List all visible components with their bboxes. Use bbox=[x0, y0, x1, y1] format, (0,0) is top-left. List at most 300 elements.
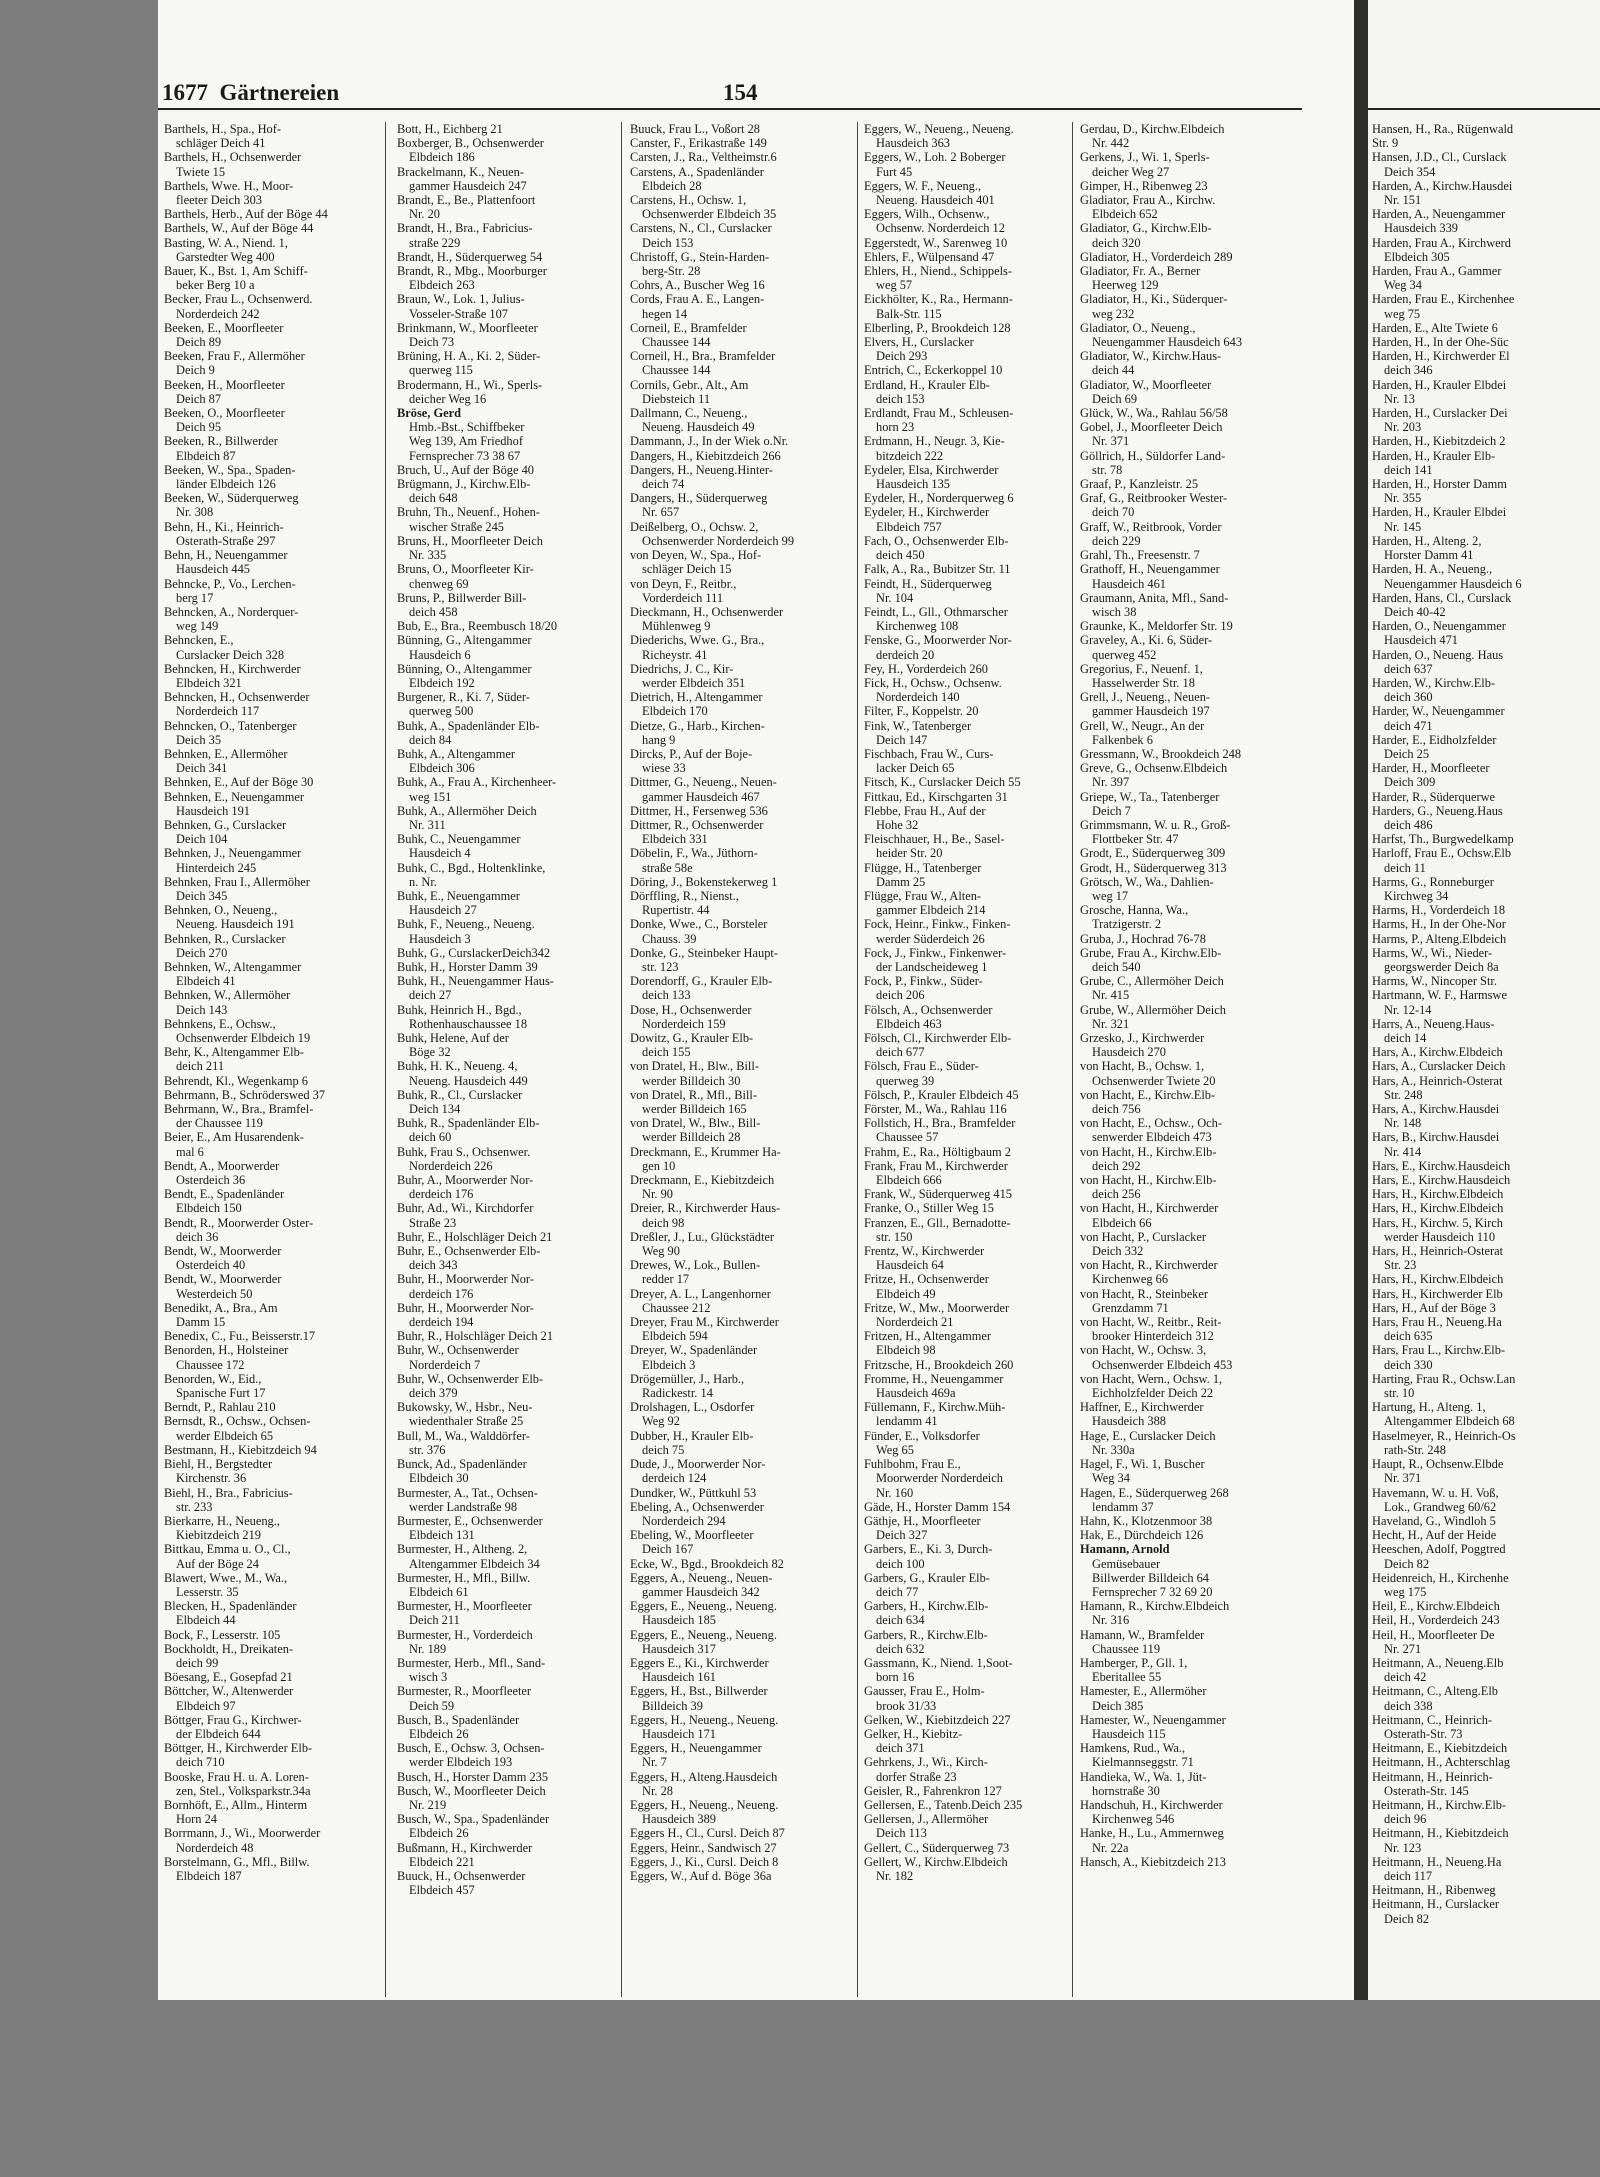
directory-entry-line: Garbers, R., Kirchw.Elb- bbox=[864, 1627, 988, 1642]
directory-entry-line: Hausdeich 4 bbox=[409, 846, 471, 861]
directory-entry-line: Nr. 271 bbox=[1384, 1641, 1422, 1656]
directory-entry-line: Böge 32 bbox=[409, 1045, 451, 1060]
directory-entry-line: Hohe 32 bbox=[876, 817, 919, 832]
directory-entry-line: Tratzigerstr. 2 bbox=[1092, 917, 1162, 932]
directory-entry-line: Hausdeich 191 bbox=[176, 803, 250, 818]
directory-entry-line: Hasselwerder Str. 18 bbox=[1092, 675, 1195, 690]
directory-entry-line: deich 371 bbox=[876, 1741, 925, 1756]
directory-entry-line: Eickhölter, K., Ra., Hermann- bbox=[864, 292, 1013, 307]
directory-entry-line: Buhk, R., Cl., Curslacker bbox=[397, 1087, 523, 1102]
directory-entry-line: Deich 153 bbox=[642, 235, 694, 250]
directory-entry-line: brooker Hinterdeich 312 bbox=[1092, 1329, 1214, 1344]
directory-entry-line: Elbdeich 187 bbox=[176, 1868, 242, 1883]
directory-entry-line: Elbdeich 757 bbox=[876, 519, 942, 534]
directory-entry-line: Filter, F., Koppelstr. 20 bbox=[864, 704, 979, 719]
directory-entry-line: Brackelmann, K., Neuen- bbox=[397, 164, 524, 179]
directory-entry-line: Bröse, Gerd bbox=[397, 406, 462, 421]
directory-entry-line: deich 677 bbox=[876, 1045, 925, 1060]
directory-entry-line: Hamkens, Rud., Wa., bbox=[1080, 1741, 1186, 1756]
directory-entry-line: Kielmannseggstr. 71 bbox=[1092, 1755, 1194, 1770]
directory-entry-line: Förster, M., Wa., Rahlau 116 bbox=[864, 1102, 1007, 1117]
directory-entry-line: wischer Straße 245 bbox=[409, 519, 504, 534]
directory-entry-line: deich 637 bbox=[1384, 661, 1433, 676]
directory-entry-line: Weg 34 bbox=[1384, 278, 1422, 293]
directory-entry-line: Ehlers, F., Wülpensand 47 bbox=[864, 249, 995, 264]
directory-entry-line: Dundker, W., Püttkuhl 53 bbox=[630, 1485, 757, 1500]
directory-entry-line: Gemüsebauer bbox=[1092, 1556, 1161, 1571]
directory-entry-line: Hansen, H., Ra., Rügenwald bbox=[1372, 122, 1514, 136]
directory-entry-line: Handschuh, H., Kirchwerder bbox=[1080, 1797, 1223, 1812]
directory-entry-line: Carstens, A., Spadenländer bbox=[630, 164, 764, 179]
directory-entry-line: weg 57 bbox=[876, 278, 913, 293]
directory-entry-line: Norderdeich 21 bbox=[876, 1315, 954, 1330]
directory-entry-line: Eggers, H., Neueng., Neueng. bbox=[630, 1797, 779, 1812]
directory-entry-line: Berndt, P., Rahlau 210 bbox=[164, 1400, 276, 1415]
directory-entry-line: Nr. 657 bbox=[642, 505, 680, 520]
directory-entry-line: Benedikt, A., Bra., Am bbox=[164, 1300, 278, 1315]
directory-entry-line: Hars, E., Kirchw.Hausdeich bbox=[1372, 1173, 1511, 1188]
directory-entry-line: Dreckmann, E., Krummer Ha- bbox=[630, 1144, 781, 1159]
directory-entry-line: querweg 452 bbox=[1092, 647, 1157, 662]
directory-entry-line: Rupertistr. 44 bbox=[642, 903, 710, 918]
header-rule bbox=[158, 108, 1302, 110]
directory-entry-line: Osterath-Straße 297 bbox=[176, 533, 276, 548]
directory-entry-line: Gladiator, Fr. A., Berner bbox=[1080, 264, 1201, 279]
directory-entry-line: Dubber, H., Krauler Elb- bbox=[630, 1428, 754, 1443]
directory-entry-line: Buhk, A., Altengammer bbox=[397, 746, 516, 761]
directory-entry-line: Harms, W., Wi., Nieder- bbox=[1372, 945, 1493, 960]
directory-entry-line: Eggers, J., Ki., Cursl. Deich 8 bbox=[630, 1854, 779, 1869]
directory-entry-line: Hecht, H., Auf der Heide bbox=[1372, 1528, 1497, 1543]
directory-entry-line: Buuck, Frau L., Voßort 28 bbox=[630, 122, 760, 136]
directory-entry-line: Glück, W., Wa., Rahlau 56/58 bbox=[1080, 406, 1228, 421]
directory-entry-line: Graff, W., Reitbrook, Vorder bbox=[1080, 519, 1222, 534]
directory-entry-line: Elbdeich 666 bbox=[876, 1173, 942, 1188]
directory-entry-line: Behnken, R., Curslacker bbox=[164, 931, 286, 946]
directory-entry-line: Barthels, Wwe. H., Moor- bbox=[164, 178, 294, 193]
directory-entry-line: Hars, Frau H., Neueng.Ha bbox=[1372, 1315, 1502, 1330]
directory-entry-line: Diedrichs, J. C., Kir- bbox=[630, 661, 734, 676]
directory-entry-line: Hars, H., Kirchw.Elbdeich bbox=[1372, 1187, 1504, 1202]
directory-entry-line: Hahn, K., Klotzenmoor 38 bbox=[1080, 1513, 1213, 1528]
directory-entry-line: gammer Elbdeich 214 bbox=[876, 903, 986, 918]
directory-entry-line: Hars, H., Kirchwerder Elb bbox=[1372, 1286, 1503, 1301]
directory-entry-line: von Hacht, E., Kirchw.Elb- bbox=[1080, 1087, 1216, 1102]
directory-entry-line: Bendt, W., Moorwerder bbox=[164, 1272, 282, 1287]
directory-entry-line: Nr. 12-14 bbox=[1384, 1002, 1432, 1017]
directory-entry-line: Dude, J., Moorwerder Nor- bbox=[630, 1457, 766, 1472]
directory-entry-line: Griepe, W., Ta., Tatenberger bbox=[1080, 789, 1220, 804]
directory-entry-line: Booske, Frau H. u. A. Loren- bbox=[164, 1769, 309, 1784]
directory-entry-line: Lesserstr. 35 bbox=[176, 1584, 239, 1599]
directory-entry-line: Kiebitzdeich 219 bbox=[176, 1528, 261, 1543]
directory-entry-line: Behnken, J., Neuengammer bbox=[164, 846, 302, 861]
directory-entry-line: werder Billdeich 30 bbox=[642, 1073, 741, 1088]
directory-entry-line: Gobel, J., Moorfleeter Deich bbox=[1080, 420, 1223, 435]
directory-entry-line: Hausdeich 445 bbox=[176, 562, 250, 577]
directory-entry-line: Elbdeich 41 bbox=[176, 974, 236, 989]
directory-entry-line: Feindt, L., Gll., Othmarscher bbox=[864, 604, 1008, 619]
directory-entry-line: Elbdeich 26 bbox=[409, 1726, 469, 1741]
directory-entry-line: Hars, A., Kirchw.Hausdei bbox=[1372, 1102, 1500, 1117]
directory-entry-line: Carstens, H., Ochsw. 1, bbox=[630, 193, 747, 208]
directory-entry-line: Nr. 316 bbox=[1092, 1613, 1130, 1628]
directory-entry-line: Harder, R., Süderquerwe bbox=[1372, 789, 1496, 804]
directory-entry-line: str. 233 bbox=[176, 1499, 213, 1514]
directory-entry-line: Nr. 442 bbox=[1092, 136, 1130, 151]
directory-entry-line: Bockholdt, H., Dreikaten- bbox=[164, 1641, 294, 1656]
directory-entry-line: Fernsprecher 7 32 69 20 bbox=[1092, 1584, 1213, 1599]
directory-entry-line: deich 292 bbox=[1092, 1158, 1141, 1173]
directory-entry-line: Nr. 219 bbox=[409, 1797, 447, 1812]
directory-entry-line: deich 99 bbox=[176, 1655, 219, 1670]
directory-entry-line: länder Elbdeich 126 bbox=[176, 477, 276, 492]
directory-entry-line: Elbdeich 463 bbox=[876, 1016, 942, 1031]
directory-entry-line: deich 635 bbox=[1384, 1329, 1433, 1344]
directory-entry-line: Elbdeich 305 bbox=[1384, 249, 1450, 264]
directory-entry-line: Deich 69 bbox=[1092, 391, 1138, 406]
directory-entry-line: Behnkens, E., Ochsw., bbox=[164, 1016, 276, 1031]
directory-entry-line: fleeter Deich 303 bbox=[176, 193, 263, 208]
directory-entry-line: Buhk, Frau S., Ochsenwer. bbox=[397, 1144, 531, 1159]
directory-entry-line: Greve, G., Ochsenw.Elbdeich bbox=[1080, 761, 1228, 776]
directory-entry-line: Norderdeich 242 bbox=[176, 306, 260, 321]
directory-entry-line: Garbers, E., Ki. 3, Durch- bbox=[864, 1542, 993, 1557]
directory-entry-line: Frank, Frau M., Kirchwerder bbox=[864, 1158, 1008, 1173]
directory-entry-line: Billwerder Billdeich 64 bbox=[1092, 1570, 1209, 1585]
directory-entry-line: Nr. 151 bbox=[1384, 193, 1422, 208]
directory-entry-line: Heitmann, H., Neueng.Ha bbox=[1372, 1854, 1502, 1869]
directory-entry-line: Harden, H., Horster Damm bbox=[1372, 477, 1507, 492]
directory-entry-line: Biehl, H., Bergstedter bbox=[164, 1457, 273, 1472]
directory-entry-line: Deich 87 bbox=[176, 391, 222, 406]
directory-entry-line: Hausdeich 3 bbox=[409, 931, 471, 946]
directory-entry-line: Entrich, C., Eckerkoppel 10 bbox=[864, 363, 1003, 378]
directory-entry-line: Fölsch, A., Ochsenwerder bbox=[864, 1002, 993, 1017]
directory-entry-line: Buhk, A., Frau A., Kirchenheer- bbox=[397, 775, 557, 790]
directory-entry-line: Hausdeich 135 bbox=[876, 477, 950, 492]
directory-entry-line: Heitmann, H., Kirchw.Elb- bbox=[1372, 1797, 1507, 1812]
directory-entry-line: Nr. 182 bbox=[876, 1868, 914, 1883]
directory-entry-line: Dietze, G., Harb., Kirchen- bbox=[630, 718, 765, 733]
directory-entry-line: Nr. 308 bbox=[176, 505, 214, 520]
directory-entry-line: Dallmann, C., Neueng., bbox=[630, 406, 748, 421]
directory-entry-line: Buhk, H. K., Neueng. 4, bbox=[397, 1059, 518, 1074]
directory-entry-line: horn 23 bbox=[876, 420, 915, 435]
directory-column-6 bbox=[1372, 122, 1600, 1926]
directory-entry-line: weg 75 bbox=[1384, 306, 1421, 321]
directory-entry-line: Drolshagen, L., Osdorfer bbox=[630, 1400, 755, 1415]
directory-entry-line: Elbdeich 61 bbox=[409, 1584, 469, 1599]
directory-entry-line: Hartung, H., Alteng. 1, bbox=[1372, 1400, 1486, 1415]
directory-entry-line: Harden, H., In der Ohe-Süc bbox=[1372, 335, 1509, 350]
directory-entry-line: Buhr, W., Ochsenwerder bbox=[397, 1343, 519, 1358]
directory-entry-line: Buhk, Heinrich H., Bgd., bbox=[397, 1002, 522, 1017]
directory-entry-line: Behnken, W., Altengammer bbox=[164, 959, 302, 974]
directory-entry-line: Behnken, E., Neuengammer bbox=[164, 789, 305, 804]
directory-entry-line: heider Str. 20 bbox=[876, 846, 943, 861]
directory-entry-line: Eggers, H., Neuengammer bbox=[630, 1741, 762, 1756]
directory-entry-line: von Hacht, H., Kirchwerder bbox=[1080, 1201, 1219, 1216]
directory-entry-line: Norderdeich 48 bbox=[176, 1840, 254, 1855]
directory-entry-line: wiedenthaler Straße 25 bbox=[409, 1414, 524, 1429]
directory-entry-line: Bauer, K., Bst. 1, Am Schiff- bbox=[164, 264, 308, 279]
directory-entry-line: Behrendt, Kl., Wegenkamp 6 bbox=[164, 1073, 308, 1088]
directory-entry-line: Hars, H., Kirchw.Elbdeich bbox=[1372, 1272, 1504, 1287]
directory-entry-line: Busch, W., Spa., Spadenländer bbox=[397, 1812, 550, 1827]
directory-entry-line: Elbdeich 331 bbox=[642, 832, 708, 847]
directory-entry-line: Fock, P., Finkw., Süder- bbox=[864, 974, 983, 989]
directory-entry-line: von Dratel, H., Blw., Bill- bbox=[630, 1059, 759, 1074]
directory-entry-line: Eggers, H., Neueng., Neueng. bbox=[630, 1712, 779, 1727]
directory-entry-line: deicher Weg 27 bbox=[1092, 164, 1170, 179]
directory-entry-line: Behncken, H., Ochsenwerder bbox=[164, 690, 310, 705]
directory-entry-line: Hanke, H., Lu., Ammernweg bbox=[1080, 1826, 1224, 1841]
directory-entry-line: Deich 35 bbox=[176, 732, 222, 747]
directory-entry-line: Corneil, H., Bra., Bramfelder bbox=[630, 349, 776, 364]
directory-entry-line: Chaussee 212 bbox=[642, 1300, 711, 1315]
directory-entry-line: Eggers, A., Neueng., Neuen- bbox=[630, 1570, 773, 1585]
directory-entry-line: von Deyn, F., Reitbr., bbox=[630, 576, 737, 591]
section-title: Gärtnereien bbox=[219, 80, 340, 105]
directory-entry-line: derdeich 176 bbox=[409, 1187, 474, 1202]
directory-entry-line: Gregorius, F., Neuenf. 1, bbox=[1080, 661, 1203, 676]
directory-entry-line: Fock, Heinr., Finkw., Finken- bbox=[864, 917, 1011, 932]
directory-entry-line: Hausdeich 339 bbox=[1384, 221, 1458, 236]
directory-entry-line: georgswerder Deich 8a bbox=[1384, 959, 1499, 974]
directory-entry-line: Burmester, E., Ochsenwerder bbox=[397, 1513, 543, 1528]
directory-entry-line: Fach, O., Ochsenwerder Elb- bbox=[864, 533, 1009, 548]
directory-entry-line: deich 98 bbox=[642, 1215, 685, 1230]
directory-entry-line: Barthels, Herb., Auf der Böge 44 bbox=[164, 207, 328, 222]
directory-entry-line: Westerdeich 50 bbox=[176, 1286, 253, 1301]
directory-entry-line: Dangers, H., Kiebitzdeich 266 bbox=[630, 448, 781, 463]
directory-entry-line: deich 634 bbox=[876, 1613, 925, 1628]
directory-entry-line: Gellersen, J., Allermöher bbox=[864, 1812, 989, 1827]
directory-entry-line: born 16 bbox=[876, 1670, 915, 1685]
directory-entry-line: Buhk, R., Spadenländer Elb- bbox=[397, 1116, 540, 1131]
directory-entry-line: deich 330 bbox=[1384, 1357, 1433, 1372]
directory-entry-line: Hausdeich 115 bbox=[1092, 1726, 1166, 1741]
directory-entry-line: Harms, P., Alteng.Elbdeich bbox=[1372, 931, 1507, 946]
directory-entry-line: Gladiator, O., Neueng., bbox=[1080, 320, 1196, 335]
directory-entry-line: Beier, E., Am Husarendenk- bbox=[164, 1130, 304, 1145]
directory-entry-line: Heitmann, C., Heinrich- bbox=[1372, 1712, 1493, 1727]
directory-entry-line: Str. 248 bbox=[1384, 1087, 1423, 1102]
directory-entry-line: Beeken, W., Süderquerweg bbox=[164, 491, 299, 506]
directory-entry-line: Grodt, H., Süderquerweg 313 bbox=[1080, 860, 1227, 875]
directory-entry-line: Neueng. Hausdeich 191 bbox=[176, 917, 295, 932]
directory-entry-line: Harden, A., Kirchw.Hausdei bbox=[1372, 178, 1513, 193]
directory-entry-line: Fuhlbohm, Frau E., bbox=[864, 1457, 961, 1472]
directory-entry-line: Kirchweg 34 bbox=[1384, 888, 1449, 903]
directory-entry-line: Garbers, H., Kirchw.Elb- bbox=[864, 1599, 989, 1614]
directory-entry-line: Heitmann, H., Kiebitzdeich bbox=[1372, 1826, 1509, 1841]
directory-entry-line: deich 133 bbox=[642, 988, 691, 1003]
directory-entry-line: Borstelmann, G., Mfl., Billw. bbox=[164, 1854, 310, 1869]
directory-entry-line: hang 9 bbox=[642, 732, 676, 747]
directory-entry-line: Eggers, W., Neueng., Neueng. bbox=[864, 122, 1014, 136]
directory-entry-line: Behn, H., Neuengammer bbox=[164, 548, 288, 563]
directory-entry-line: Behncken, E., bbox=[164, 633, 234, 648]
directory-entry-line: Neueng. Hausdeich 49 bbox=[642, 420, 755, 435]
directory-entry-line: Bestmann, H., Kiebitzdeich 94 bbox=[164, 1442, 317, 1457]
directory-entry-line: wisch 38 bbox=[1092, 604, 1137, 619]
directory-entry-line: deich 60 bbox=[409, 1130, 452, 1145]
directory-entry-line: Dittmer, R., Ochsenwerder bbox=[630, 817, 764, 832]
directory-entry-line: Gassmann, K., Niend. 1,Soot- bbox=[864, 1655, 1013, 1670]
directory-entry-line: Bendt, E., Spadenländer bbox=[164, 1187, 285, 1202]
directory-entry-line: Eggers, W., Auf d. Böge 36a bbox=[630, 1868, 772, 1883]
directory-entry-line: Damm 25 bbox=[876, 874, 926, 889]
directory-entry-line: Grell, W., Neugr., An der bbox=[1080, 718, 1205, 733]
directory-entry-line: Nr. 355 bbox=[1384, 491, 1422, 506]
directory-entry-line: Eydeler, H., Kirchwerder bbox=[864, 505, 990, 520]
directory-entry-line: Hamester, E., Allermöher bbox=[1080, 1684, 1207, 1699]
directory-entry-line: Kirchenweg 108 bbox=[876, 619, 959, 634]
directory-entry-line: werder Billdeich 28 bbox=[642, 1130, 741, 1145]
directory-entry-line: berg-Str. 28 bbox=[642, 264, 701, 279]
directory-entry-line: Harden, E., Alte Twiete 6 bbox=[1372, 320, 1498, 335]
directory-entry-line: Flügge, Frau W., Alten- bbox=[864, 888, 982, 903]
directory-entry-line: Buhr, R., Holschläger Deich 21 bbox=[397, 1329, 554, 1344]
directory-entry-line: beker Berg 10 a bbox=[176, 278, 255, 293]
directory-entry-line: Barthels, H., Ochsenwerder bbox=[164, 150, 302, 165]
directory-entry-line: Gladiator, H., Ki., Süderquer- bbox=[1080, 292, 1228, 307]
directory-entry-line: Neueng. Hausdeich 401 bbox=[876, 193, 995, 208]
directory-entry-line: Bierkarre, H., Neueng., bbox=[164, 1513, 280, 1528]
directory-entry-line: mal 6 bbox=[176, 1144, 204, 1159]
directory-entry-line: Grzesko, J., Kirchwerder bbox=[1080, 1031, 1205, 1045]
directory-entry-line: Buhk, E., Neuengammer bbox=[397, 888, 520, 903]
directory-entry-line: Hausdeich 171 bbox=[642, 1726, 716, 1741]
directory-entry-line: Heil, H., Vorderdeich 243 bbox=[1372, 1613, 1500, 1628]
directory-entry-line: Behncken, H., Kirchwerder bbox=[164, 661, 301, 676]
directory-entry-line: Elbdeich 457 bbox=[409, 1883, 475, 1898]
directory-entry-line: Harms, G., Ronneburger bbox=[1372, 874, 1494, 889]
directory-entry-line: Hmb.-Bst., Schiffbeker bbox=[409, 420, 525, 435]
directory-entry-line: Ochsenwerder Norderdeich 99 bbox=[642, 533, 795, 548]
directory-entry-line: deich 96 bbox=[1384, 1812, 1427, 1827]
directory-entry-line: Barthels, H., Spa., Hof- bbox=[164, 122, 282, 136]
directory-entry-line: Heitmann, H., Ribenweg bbox=[1372, 1883, 1496, 1898]
directory-entry-line: Horn 24 bbox=[176, 1812, 217, 1827]
directory-entry-line: Nr. 371 bbox=[1092, 434, 1130, 449]
directory-entry-line: deich 360 bbox=[1384, 690, 1433, 705]
directory-entry-line: gammer Hausdeich 467 bbox=[642, 789, 760, 804]
directory-entry-line: Grube, C., Allermöher Deich bbox=[1080, 974, 1224, 989]
directory-entry-line: Gerdau, D., Kirchw.Elbdeich bbox=[1080, 122, 1225, 136]
page-number: 154 bbox=[723, 80, 758, 105]
directory-entry-line: Nr. 123 bbox=[1384, 1840, 1422, 1855]
directory-entry-line: Harms, W., Nincoper Str. bbox=[1372, 974, 1497, 989]
directory-entry-line: deich 155 bbox=[642, 1045, 691, 1060]
directory-entry-line: Fritzen, H., Altengammer bbox=[864, 1329, 991, 1344]
directory-entry-line: Fischbach, Frau W., Curs- bbox=[864, 746, 994, 761]
directory-entry-line: Ochsenw. Norderdeich 12 bbox=[876, 221, 1005, 236]
directory-entry-line: von Dratel, W., Blw., Bill- bbox=[630, 1116, 761, 1131]
directory-entry-line: Hagel, F., Wi. 1, Buscher bbox=[1080, 1457, 1205, 1472]
directory-entry-line: Harfst, Th., Burgwedelkamp bbox=[1372, 832, 1514, 847]
directory-entry-line: Graveley, A., Ki. 6, Süder- bbox=[1080, 633, 1213, 648]
directory-entry-line: Kirchenstr. 36 bbox=[176, 1471, 247, 1486]
directory-entry-line: Hars, Frau L., Kirchw.Elb- bbox=[1372, 1343, 1506, 1358]
directory-entry-line: Chaussee 172 bbox=[176, 1357, 245, 1372]
directory-entry-line: Fey, H., Vorderdeich 260 bbox=[864, 661, 989, 676]
directory-entry-line: Hausdeich 27 bbox=[409, 903, 477, 918]
directory-entry-line: Brandt, H., Bra., Fabricius- bbox=[397, 221, 533, 236]
directory-entry-line: Harder, W., Neuengammer bbox=[1372, 704, 1505, 719]
directory-entry-line: Deich 95 bbox=[176, 420, 222, 435]
directory-entry-line: Str. 23 bbox=[1384, 1258, 1417, 1273]
directory-entry-line: Deich 82 bbox=[1384, 1556, 1430, 1571]
directory-entry-line: Busch, W., Moorfleeter Deich bbox=[397, 1783, 546, 1798]
directory-entry-line: Deich 73 bbox=[409, 335, 455, 350]
directory-entry-line: Behn, H., Ki., Heinrich- bbox=[164, 519, 284, 534]
directory-entry-line: Döbelin, F., Wa., Jüthorn- bbox=[630, 846, 758, 861]
directory-entry-line: Biehl, H., Bra., Fabricius- bbox=[164, 1485, 293, 1500]
directory-entry-line: Brügmann, J., Kirchw.Elb- bbox=[397, 477, 531, 492]
directory-entry-line: deich 540 bbox=[1092, 959, 1141, 974]
directory-entry-line: Nr. 145 bbox=[1384, 519, 1422, 534]
directory-entry-line: Bruns, P., Billwerder Bill- bbox=[397, 590, 527, 605]
directory-entry-line: Benorden, H., Holsteiner bbox=[164, 1343, 289, 1358]
directory-entry-line: Becker, Frau L., Ochsenwerd. bbox=[164, 292, 313, 307]
directory-entry-line: Dreckmann, E., Kiebitzdeich bbox=[630, 1173, 775, 1188]
directory-entry-line: Burmester, R., Moorfleeter bbox=[397, 1684, 532, 1699]
directory-entry-line: deich 756 bbox=[1092, 1102, 1141, 1117]
directory-entry-line: Harden, A., Neuengammer bbox=[1372, 207, 1506, 222]
column-divider bbox=[857, 122, 858, 1997]
directory-entry-line: gammer Hausdeich 197 bbox=[1092, 704, 1210, 719]
directory-entry-line: lendamm 41 bbox=[876, 1414, 938, 1429]
directory-entry-line: Bruns, H., Moorfleeter Deich bbox=[397, 533, 543, 548]
directory-entry-line: deich 36 bbox=[176, 1229, 219, 1244]
directory-entry-line: Behrmann, B., Schröderswed 37 bbox=[164, 1087, 326, 1102]
directory-entry-line: Ebeling, W., Moorfleeter bbox=[630, 1528, 754, 1543]
directory-entry-line: Dreyer, Frau M., Kirchwerder bbox=[630, 1315, 779, 1330]
directory-entry-line: derdeich 124 bbox=[642, 1471, 707, 1486]
directory-entry-line: Eggers, Heinr., Sandwisch 27 bbox=[630, 1840, 777, 1855]
directory-entry-line: Nr. 414 bbox=[1384, 1144, 1422, 1159]
directory-entry-line: querweg 500 bbox=[409, 704, 474, 719]
directory-entry-line: Fritze, W., Mw., Moorwerder bbox=[864, 1300, 1010, 1315]
directory-entry-line: Vorderdeich 111 bbox=[642, 590, 724, 605]
directory-entry-line: deich 42 bbox=[1384, 1670, 1427, 1685]
directory-entry-line: querweg 39 bbox=[876, 1073, 935, 1088]
directory-entry-line: redder 17 bbox=[642, 1272, 690, 1287]
directory-entry-line: Böttcher, W., Altenwerder bbox=[164, 1684, 294, 1699]
directory-entry-line: Christoff, G., Stein-Harden- bbox=[630, 249, 770, 264]
directory-entry-line: Havemann, W. u. H. Voß, bbox=[1372, 1485, 1499, 1500]
directory-entry-line: Kirchenweg 66 bbox=[1092, 1272, 1169, 1287]
directory-entry-line: Harden, O., Neueng. Haus bbox=[1372, 647, 1504, 662]
directory-entry-line: Borrmann, J., Wi., Moorwerder bbox=[164, 1826, 321, 1841]
directory-entry-line: Bendt, A., Moorwerder bbox=[164, 1158, 280, 1173]
directory-entry-line: Deich 309 bbox=[1384, 775, 1436, 790]
directory-entry-line: Buhr, H., Moorwerder Nor- bbox=[397, 1272, 534, 1287]
directory-entry-line: Grathoff, H., Neuengammer bbox=[1080, 562, 1220, 577]
directory-entry-line: Hars, A., Curslacker Deich bbox=[1372, 1059, 1506, 1074]
directory-entry-line: von Dratel, R., Mfl., Bill- bbox=[630, 1087, 757, 1102]
directory-entry-line: Buhk, G., CurslackerDeich342 bbox=[397, 945, 551, 960]
directory-entry-line: Radickestr. 14 bbox=[642, 1386, 713, 1401]
directory-entry-line: bitzdeich 222 bbox=[876, 448, 944, 463]
book-gutter bbox=[1354, 0, 1368, 2000]
page-marker: 1677 bbox=[162, 80, 208, 105]
directory-entry-line: Harden, Frau E., Kirchenhee bbox=[1372, 292, 1515, 307]
directory-entry-line: Bub, E., Bra., Reembusch 18/20 bbox=[397, 619, 558, 634]
